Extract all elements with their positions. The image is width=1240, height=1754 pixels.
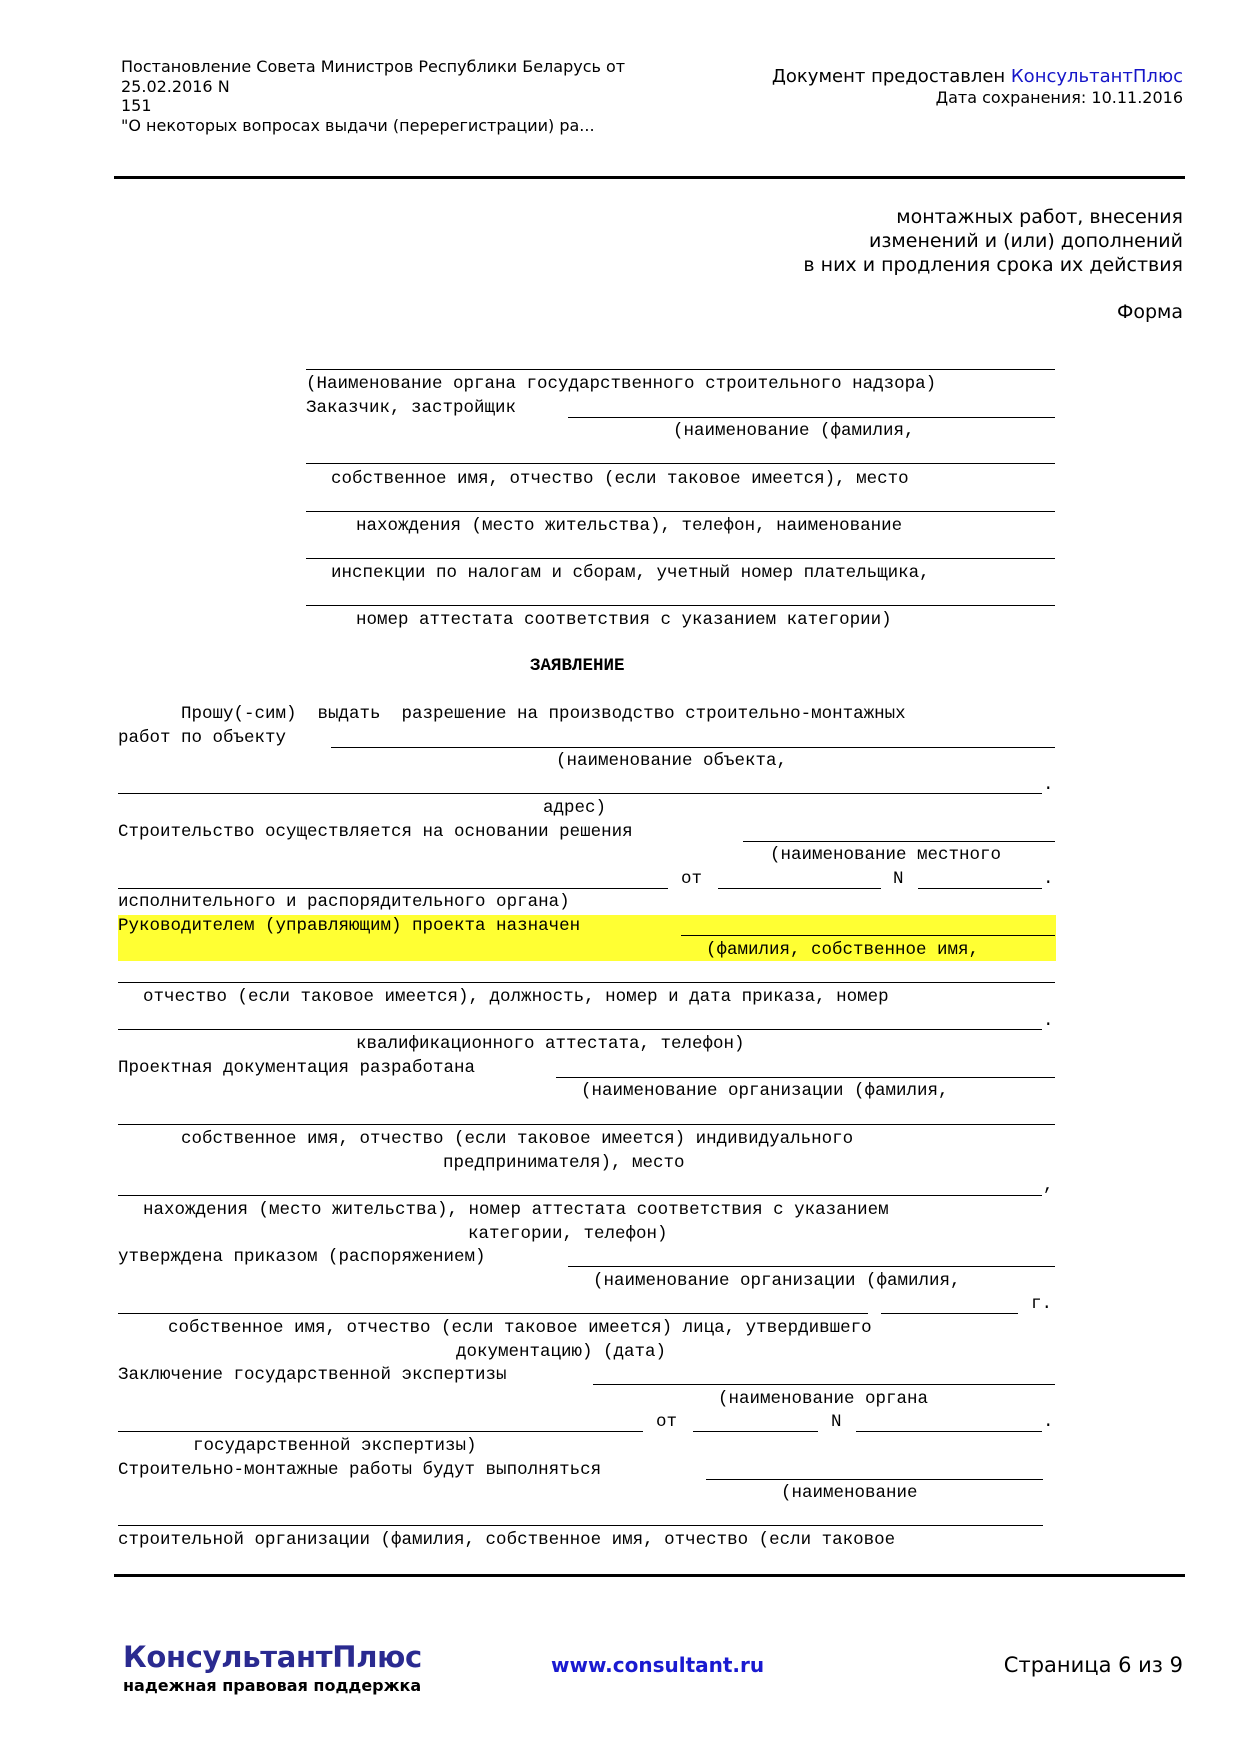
- form-line: собственное имя, отчество (если таковое имеется) индивидуального: [181, 1129, 854, 1149]
- blank-line: [568, 417, 1055, 418]
- form-line: Руководителем (управляющим) проекта назначен: [118, 916, 581, 936]
- form-line: (наименование объекта,: [556, 751, 788, 771]
- header-divider: [114, 176, 1185, 179]
- form-line: нахождения (место жительства), номер аттестата соответствия с указанием: [143, 1200, 889, 1220]
- blank-line: [718, 888, 881, 889]
- heading-line-1: монтажных работ, внесения: [896, 206, 1183, 228]
- citation-line-2: 151: [121, 96, 152, 115]
- form-line: документацию) (дата): [456, 1342, 667, 1362]
- footer-brand-tagline: надежная правовая поддержка: [123, 1676, 422, 1695]
- blank-line: [856, 1431, 1042, 1432]
- citation-line-1: Постановление Совета Министров Республики Беларусь от 25.02.2016 N: [121, 57, 626, 96]
- application-title: ЗАЯВЛЕНИЕ: [530, 656, 625, 676]
- form-line: нахождения (место жительства), телефон, наименование: [356, 516, 903, 536]
- form-line: Заключение государственной экспертизы: [118, 1365, 507, 1385]
- blank-line: [118, 888, 668, 889]
- form-line: квалификационного аттестата, телефон): [356, 1034, 745, 1054]
- form-line: (наименование организации (фамилия,: [593, 1271, 961, 1291]
- form-line: строительной организации (фамилия, собственное имя, отчество (если таковое: [118, 1530, 896, 1550]
- blank-line: [706, 1479, 1043, 1480]
- footer-brand-name: КонсультантПлюс: [123, 1640, 422, 1674]
- save-date: Дата сохранения: 10.11.2016: [935, 88, 1183, 107]
- form-line: Строительство осуществляется на основании решения: [118, 822, 633, 842]
- form-line: N: [893, 869, 904, 889]
- footer-divider: [114, 1574, 1185, 1577]
- blank-line: [681, 935, 1055, 936]
- form-line: от: [656, 1412, 678, 1432]
- form-line: исполнительного и распорядительного органа): [118, 892, 570, 912]
- form-line: Заказчик, застройщик: [306, 398, 517, 418]
- form-line: собственное имя, отчество (если таковое имеется), место: [331, 469, 909, 489]
- form-line: (наименование (фамилия,: [673, 421, 915, 441]
- footer-brand-logo: [123, 1640, 422, 1695]
- form-punct: .: [1043, 1011, 1054, 1031]
- citation-line-3: "О некоторых вопросах выдачи (перерегистрации) ра...: [121, 115, 595, 135]
- blank-line: [881, 1313, 1018, 1314]
- heading-line-3: в них и продления срока их действия: [803, 254, 1183, 276]
- form-line: категории, телефон): [468, 1224, 668, 1244]
- provided-prefix: Документ предоставлен: [771, 66, 1011, 87]
- form-line: Прошу(-сим) выдать разрешение на производство строительно-монтажных: [181, 704, 906, 724]
- form-line: адрес): [543, 798, 607, 818]
- form-line: г.: [1031, 1294, 1053, 1314]
- blank-line: [118, 982, 1055, 983]
- form-line: (Наименование органа государственного строительного надзора): [306, 374, 937, 394]
- form-line: N: [831, 1412, 842, 1432]
- form-line: (наименование организации (фамилия,: [581, 1081, 949, 1101]
- blank-line: [693, 1431, 818, 1432]
- form-line: инспекции по налогам и сборам, учетный номер плательщика,: [331, 563, 930, 583]
- form-line: собственное имя, отчество (если таковое имеется) лица, утвердившего: [168, 1318, 872, 1338]
- form-line: государственной экспертизы): [193, 1436, 477, 1456]
- blank-line: [331, 747, 1055, 748]
- form-line: номер аттестата соответствия с указанием категории): [356, 610, 892, 630]
- blank-line: [118, 1525, 1043, 1526]
- blank-line: [306, 511, 1055, 512]
- blank-line: [118, 1431, 643, 1432]
- blank-line: [118, 1124, 1055, 1125]
- blank-line: [306, 605, 1055, 606]
- blank-line: [306, 369, 1055, 370]
- blank-line: [593, 1384, 1055, 1385]
- form-line: работ по объекту: [118, 728, 287, 748]
- blank-line: [118, 1195, 1042, 1196]
- form-line: утверждена приказом (распоряжением): [118, 1247, 486, 1267]
- appendix-heading: [803, 205, 1183, 277]
- form-line: (фамилия, собственное имя,: [706, 940, 980, 960]
- footer-site-link[interactable]: www.consultant.ru: [551, 1653, 765, 1677]
- provider-info: [772, 66, 1183, 108]
- provider-brand-link[interactable]: КонсультантПлюс: [1010, 66, 1183, 87]
- heading-line-2: изменений и (или) дополнений: [868, 230, 1183, 252]
- form-punct: ,: [1043, 1176, 1054, 1196]
- provided-by: [772, 66, 1183, 87]
- page-indicator: Страница 6 из 9: [1003, 1653, 1183, 1677]
- form-line: (наименование местного: [770, 845, 1002, 865]
- form-line: предпринимателя), место: [443, 1153, 685, 1173]
- blank-line: [118, 793, 1042, 794]
- blank-line: [743, 841, 1055, 842]
- form-punct: .: [1043, 869, 1054, 889]
- form-line: (наименование органа: [718, 1389, 929, 1409]
- blank-line: [568, 1266, 1055, 1267]
- blank-line: [118, 1313, 868, 1314]
- form-line: Проектная документация разработана: [118, 1058, 476, 1078]
- document-citation: [121, 57, 721, 135]
- form-line: (наименование: [781, 1483, 918, 1503]
- blank-line: [118, 1029, 1042, 1030]
- form-line: от: [681, 869, 703, 889]
- form-punct: .: [1043, 1412, 1054, 1432]
- form-punct: .: [1043, 775, 1054, 795]
- form-label: Форма: [1116, 301, 1183, 323]
- form-line: Строительно-монтажные работы будут выполняться: [118, 1460, 602, 1480]
- blank-line: [918, 888, 1042, 889]
- blank-line: [306, 558, 1055, 559]
- form-line: отчество (если таковое имеется), должность, номер и дата приказа, номер: [143, 987, 889, 1007]
- blank-line: [556, 1077, 1055, 1078]
- blank-line: [306, 463, 1055, 464]
